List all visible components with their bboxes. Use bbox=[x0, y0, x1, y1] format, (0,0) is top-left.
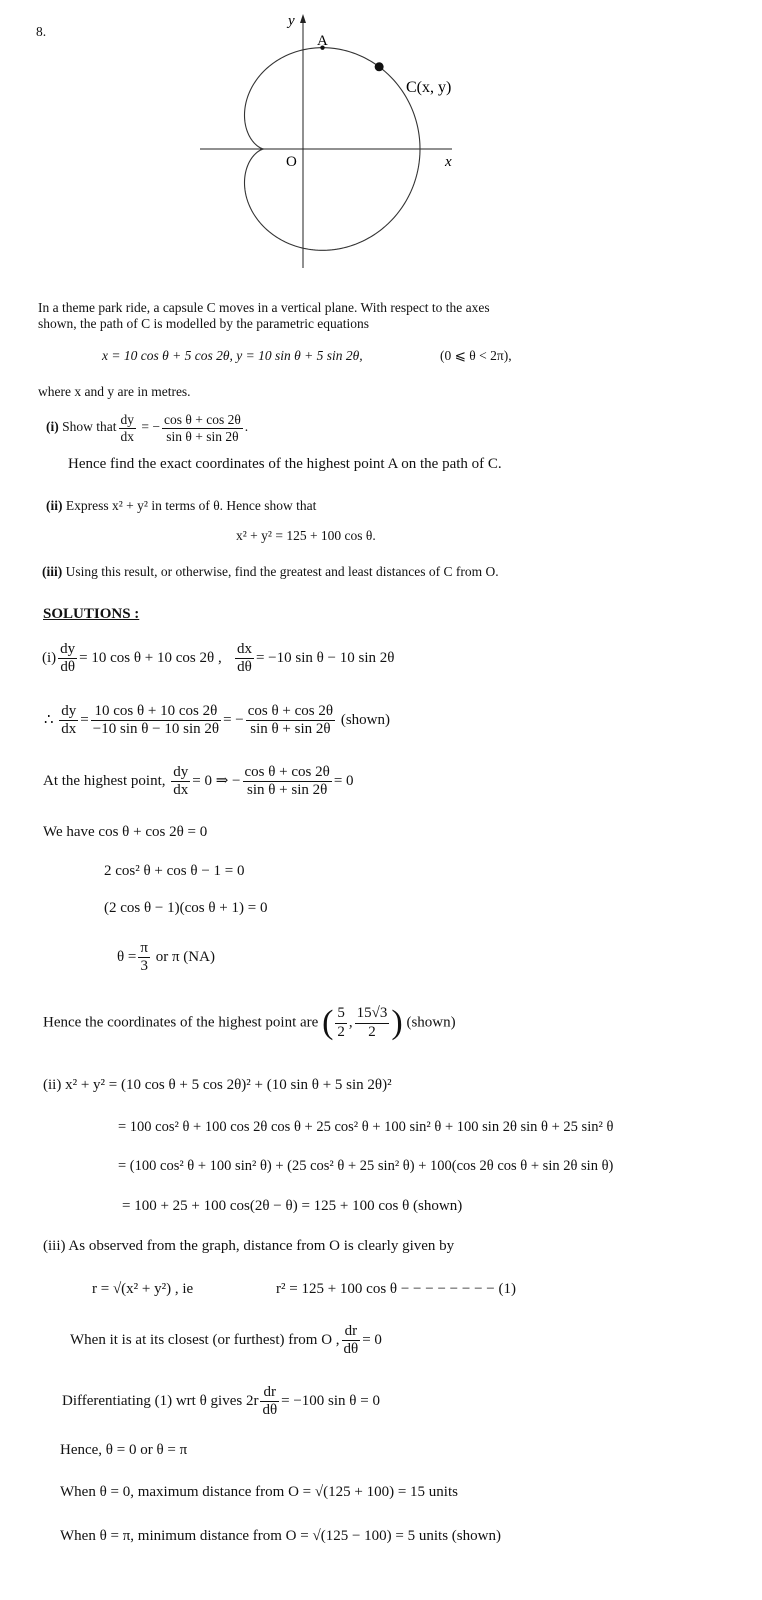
highest-point-text: At the highest point, bbox=[43, 773, 166, 790]
shown-tag-2: (shown) bbox=[406, 1014, 456, 1031]
hp-dy: dy bbox=[171, 764, 190, 782]
cardioid-figure bbox=[190, 8, 480, 278]
dr-den: dθ bbox=[343, 1341, 359, 1358]
solution-iii-hence: Hence, θ = 0 or θ = π bbox=[60, 1442, 188, 1458]
solution-step-4: We have cos θ + cos 2θ = 0 bbox=[43, 824, 208, 840]
solution-step-6: (2 cos θ − 1)(cos θ + 1) = 0 bbox=[104, 900, 268, 916]
simplified-denominator: sin θ + sin 2θ bbox=[250, 721, 331, 738]
coord-y-den: 2 bbox=[368, 1023, 376, 1040]
part-i-denominator: sin θ + sin 2θ bbox=[166, 428, 239, 444]
ratio-denominator: −10 sin θ − 10 sin 2θ bbox=[92, 721, 220, 738]
y-axis-label: y bbox=[288, 13, 295, 29]
dydx-den: dx bbox=[61, 721, 77, 738]
diff-end: = −100 sin θ = 0 bbox=[281, 1393, 380, 1410]
part-iii-text: Using this result, or otherwise, find the greatest and least distances of C from O. bbox=[65, 564, 499, 579]
closest-end: = 0 bbox=[362, 1332, 382, 1349]
hp-denominator: sin θ + sin 2θ bbox=[246, 782, 328, 799]
solution-iii-r: r = √(x² + y²) , ie bbox=[92, 1281, 194, 1297]
coordinates-text: Hence the coordinates of the highest point are bbox=[43, 1014, 319, 1031]
part-ii-label: (ii) bbox=[46, 498, 63, 513]
part-i-statement: (i) Show that $\frac{dy}{dx}$ = − $\frac{\text{cos θ + cos 2θ}}{\text{sin θ + sin 2θ}}$ . bbox=[46, 412, 249, 444]
point-c-marker bbox=[375, 62, 384, 71]
dx-dtheta-rhs: = −10 sin θ − 10 sin 2θ bbox=[255, 650, 395, 667]
solution-ii-line-1: (ii) x² + y² = (10 cos θ + 5 cos 2θ)² + (10 sin θ + 5 sin 2θ)² bbox=[43, 1077, 392, 1093]
theta-rest: or π (NA) bbox=[155, 949, 215, 966]
solution-iii-differentiating bbox=[62, 1384, 380, 1420]
hp-end: = 0 bbox=[333, 773, 354, 790]
solution-theta-values bbox=[117, 940, 215, 976]
solutions-heading: SOLUTIONS : bbox=[43, 606, 140, 622]
intro-line-2: shown, the path of C is modelled by the parametric equations bbox=[38, 316, 370, 331]
coord-x-num: 5 bbox=[335, 1005, 347, 1023]
y-axis-arrow bbox=[300, 14, 306, 23]
part-iii-label: (iii) bbox=[42, 564, 63, 579]
part-ii-text: Express x² + y² in terms of θ. Hence show that bbox=[65, 498, 317, 513]
solution-iii-equation-1: r² = 125 + 100 cos θ − − − − − − − − (1) bbox=[276, 1281, 517, 1297]
solution-i-label: (i) bbox=[42, 650, 57, 667]
solution-ii-line-4: = 100 + 25 + 100 cos(2θ − θ) = 125 + 100 cos θ (shown) bbox=[122, 1198, 463, 1214]
therefore-symbol: ∴ bbox=[44, 712, 54, 729]
solution-coordinates: Hence the coordinates of the highest point are ( $\frac{5}{2}$ , $\frac{15√3}{2}$ ) (shown) bbox=[43, 1004, 456, 1041]
point-c-label: C(x, y) bbox=[406, 79, 452, 96]
part-i-numerator: cos θ + cos 2θ bbox=[164, 412, 241, 427]
solution-iii-line-1: (iii) As observed from the graph, distance from O is clearly given by bbox=[43, 1238, 455, 1254]
hp-numerator: cos θ + cos 2θ bbox=[243, 764, 332, 782]
solution-iii-min: When θ = π, minimum distance from O = √(125 − 100) = 5 units (shown) bbox=[60, 1528, 501, 1544]
dtheta-denominator-2: dθ bbox=[237, 659, 252, 676]
three-den: 3 bbox=[140, 958, 148, 975]
solution-ii-line-3: = (100 cos² θ + 100 sin² θ) + (25 cos² θ + 25 sin² θ) + 100(cos 2θ cos θ + sin 2θ sin θ) bbox=[118, 1158, 614, 1174]
parameter-range: (0 ⩽ θ < 2π), bbox=[440, 348, 512, 363]
part-ii-statement bbox=[46, 498, 316, 514]
diff-text: Differentiating (1) wrt θ gives 2r bbox=[62, 1393, 259, 1410]
x-axis-label: x bbox=[445, 154, 452, 170]
dr-num: dr bbox=[342, 1323, 361, 1341]
part-iii-statement bbox=[42, 564, 499, 580]
ratio-equals: = − bbox=[223, 712, 244, 729]
part-i-hence: Hence find the exact coordinates of the highest point A on the path of C. bbox=[68, 456, 502, 472]
coord-x-den: 2 bbox=[337, 1023, 345, 1040]
part-i-eq: = − bbox=[141, 419, 160, 435]
parametric-equations: x = 10 cos θ + 5 cos 2θ, y = 10 sin θ + 5 sin 2θ, bbox=[102, 348, 363, 363]
question-number: 8. bbox=[36, 24, 47, 39]
part-ii-equation: x² + y² = 125 + 100 cos θ. bbox=[236, 528, 376, 543]
part-i-show: Show that bbox=[62, 419, 117, 435]
simplified-numerator: cos θ + cos 2θ bbox=[246, 703, 335, 721]
coord-y-num: 15√3 bbox=[355, 1005, 390, 1023]
units-note: where x and y are in metres. bbox=[38, 384, 191, 399]
dydx-num: dy bbox=[59, 703, 78, 721]
part-i-label: (i) bbox=[46, 419, 59, 435]
hp-implies: = 0 ⇒ − bbox=[192, 773, 241, 790]
origin-label: O bbox=[286, 154, 297, 170]
dtheta-denominator: dθ bbox=[60, 659, 76, 676]
solution-i-derivatives bbox=[42, 641, 394, 677]
solution-iii-max: When θ = 0, maximum distance from O = √(125 + 100) = 15 units bbox=[60, 1484, 458, 1500]
ratio-numerator: 10 cos θ + 10 cos 2θ bbox=[91, 703, 221, 721]
diff-dr-den: dθ bbox=[262, 1402, 278, 1419]
closest-text: When it is at its closest (or furthest) from O , bbox=[70, 1332, 340, 1349]
theta-eq: θ = bbox=[117, 949, 137, 966]
dy-dtheta-rhs: = 10 cos θ + 10 cos 2θ , bbox=[79, 650, 222, 667]
dx-numerator: dx bbox=[235, 641, 254, 659]
part-i-dx: dx bbox=[120, 428, 135, 444]
hp-dx: dx bbox=[173, 782, 189, 799]
part-i-dy: dy bbox=[120, 412, 135, 427]
diff-dr-num: dr bbox=[260, 1384, 279, 1402]
solution-i-dydx: ∴ $\frac{dy}{dx}$ = $\frac{\text{10 cos θ + 10 cos 2θ}}{\text{−10 sin θ − 10 sin 2θ}}$ = − $\frac{\text{cos θ + cos 2θ}}{\text{sin θ + sin 2θ}}$ (shown) bbox=[44, 703, 390, 738]
solution-highest-point bbox=[43, 764, 354, 800]
solution-iii-closest bbox=[70, 1323, 382, 1359]
shown-tag-1: (shown) bbox=[340, 712, 390, 729]
dy-numerator: dy bbox=[58, 641, 77, 659]
intro-line-1: In a theme park ride, a capsule C moves in a vertical plane. With respect to the axes bbox=[38, 300, 490, 315]
point-a-label: A bbox=[317, 33, 328, 49]
solution-ii-line-2: = 100 cos² θ + 100 cos 2θ cos θ + 25 cos² θ + 100 sin² θ + 100 sin 2θ sin θ + 25 sin² θ bbox=[118, 1119, 614, 1135]
solution-step-5: 2 cos² θ + cos θ − 1 = 0 bbox=[104, 863, 245, 879]
pi-num: π bbox=[138, 940, 150, 958]
